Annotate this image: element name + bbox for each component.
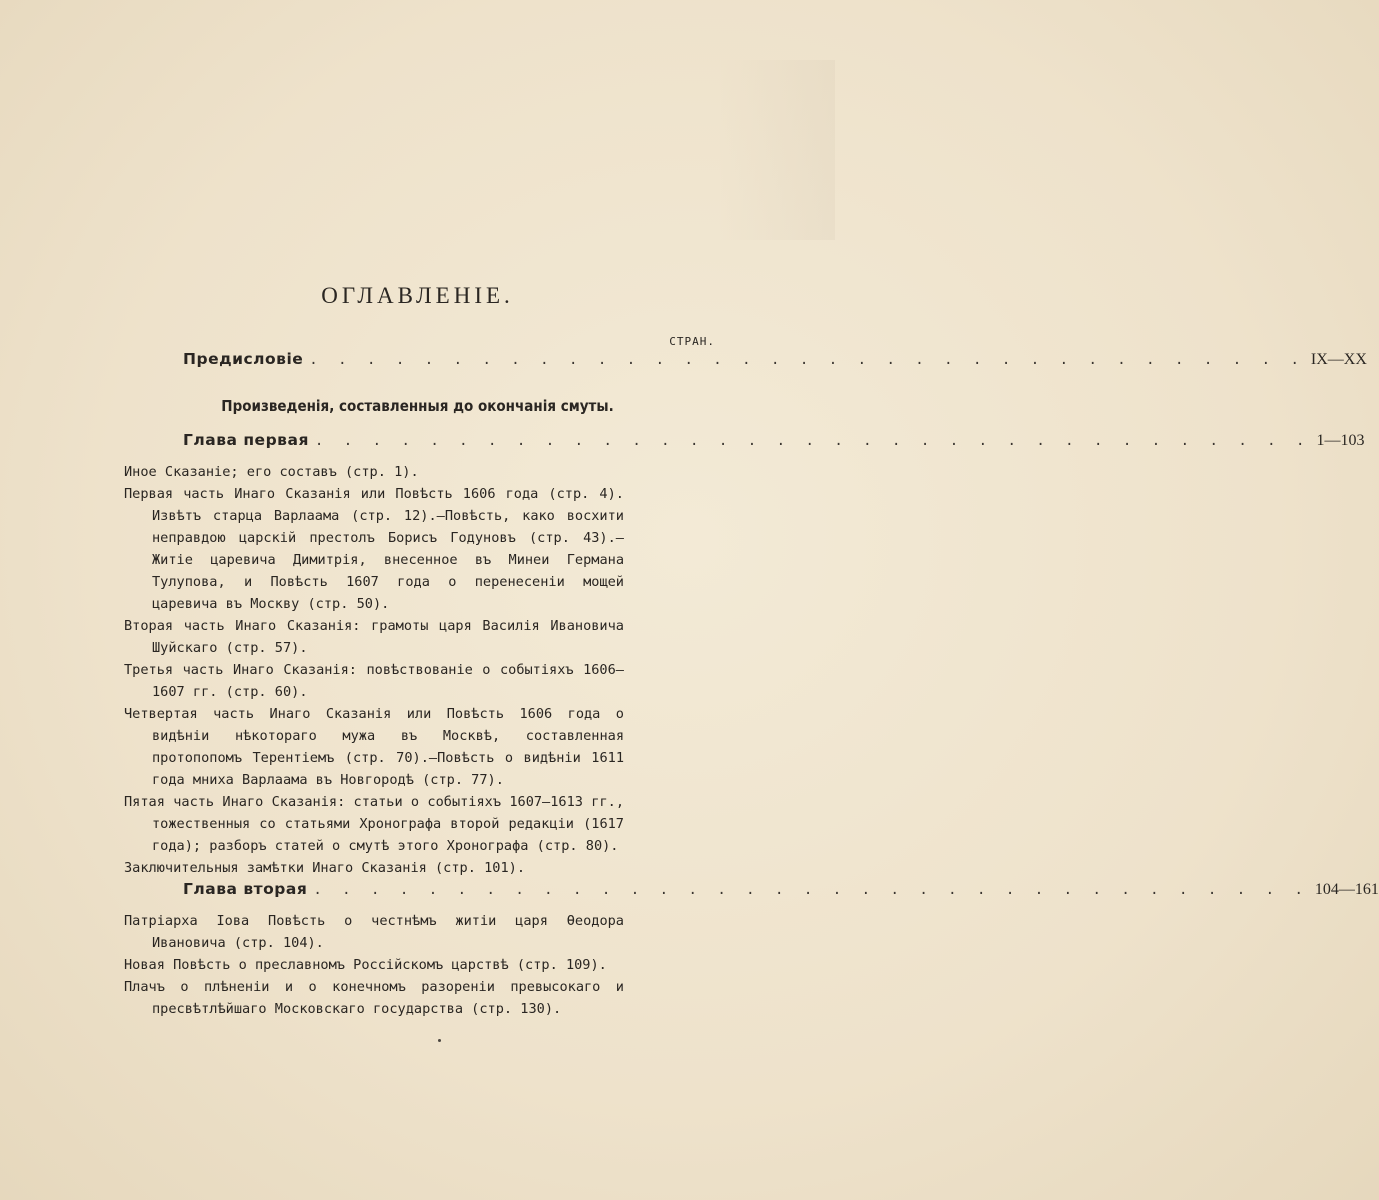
toc-chapter-1 xyxy=(183,431,1365,455)
page-mark xyxy=(438,1039,441,1042)
toc-preface-pages: IX—XX xyxy=(1310,351,1367,368)
toc-entry: Третья часть Инаго Сказанія: повѣствованіе о событіяхъ 1606—1607 гг. (стр. 60). xyxy=(124,662,624,700)
section-heading: Произведенія, составленныя до окончанія смуты. xyxy=(221,397,614,415)
toc-chapter-2 xyxy=(183,880,1379,904)
page-title: ОГЛАВЛЕНІЕ. xyxy=(321,283,514,308)
toc-entry: Плачъ о плѣненіи и о конечномъ разореніи превысокаго и пресвѣтлѣйшаго Московскаго государства (стр. 130). xyxy=(124,979,624,1017)
toc-preface xyxy=(183,350,1367,374)
toc-entry: Иное Сказаніе; его составъ (стр. 1). xyxy=(124,464,419,480)
toc-entry: Вторая часть Инаго Сказанія: грамоты царя Василія Ивановича Шуйскаго (стр. 57). xyxy=(124,618,624,656)
toc-entry: Первая часть Инаго Сказанія или Повѣсть 1606 года (стр. 4). Извѣтъ старца Варлаама (стр. 12).—Повѣсть, како восхити неправдою царскій престолъ Борисъ Годуновъ (стр. 43).—Житіе царевича Димитрія, внесенное въ Минеи Германа Тулупова, и Повѣсть 1607 года о перенесеніи мощей царевича въ Москву (стр. 50). xyxy=(124,486,624,612)
toc-chapter-1-pages: 1—103 xyxy=(1316,432,1365,449)
toc-entry: Новая Повѣсть о преславномъ Россійскомъ царствѣ (стр. 109). xyxy=(124,957,607,973)
toc-entry: Заключительныя замѣтки Инаго Сказанія (стр. 101). xyxy=(124,860,526,876)
chapter-1-entries xyxy=(124,461,624,879)
toc-entry: Пятая часть Инаго Сказанія: статьи о событіяхъ 1607—1613 гг., тожественныя со статьями Хронографа второй редакціи (1617 года); разборъ статей о смутѣ этого Хронографа (стр. 80). xyxy=(124,794,624,854)
toc-chapter-2-pages: 104—161 xyxy=(1314,881,1379,898)
pages-column-header: СТРАН. xyxy=(669,335,715,348)
leader-dots: . . . . . . . . . . . . . . . . . . . . . . . . . . . . . . . . . . . xyxy=(309,352,1305,368)
page-shadow xyxy=(715,60,835,240)
toc-entry: Четвертая часть Инаго Сказанія или Повѣсть 1606 года о видѣніи нѣкотораго мужа въ Москвѣ, составленная протопопомъ Терентіемъ (стр. 70).—Повѣсть о видѣніи 1611 года мниха Варлаама въ Новгородѣ (стр. 77). xyxy=(124,706,624,788)
toc-chapter-1-label: Глава первая xyxy=(183,431,309,449)
toc-preface-label: Предисловіе xyxy=(183,350,304,368)
chapter-2-entries xyxy=(124,910,624,1020)
toc-chapter-2-label: Глава вторая xyxy=(183,880,308,898)
leader-dots: . . . . . . . . . . . . . . . . . . . . . . . . . . . . . . . . . . . xyxy=(313,882,1309,898)
leader-dots: . . . . . . . . . . . . . . . . . . . . . . . . . . . . . . . . . . . xyxy=(314,433,1311,449)
toc-entry: Патріарха Іова Повѣсть о честнѣмъ житіи царя Ѳеодора Ивановича (стр. 104). xyxy=(124,913,624,951)
